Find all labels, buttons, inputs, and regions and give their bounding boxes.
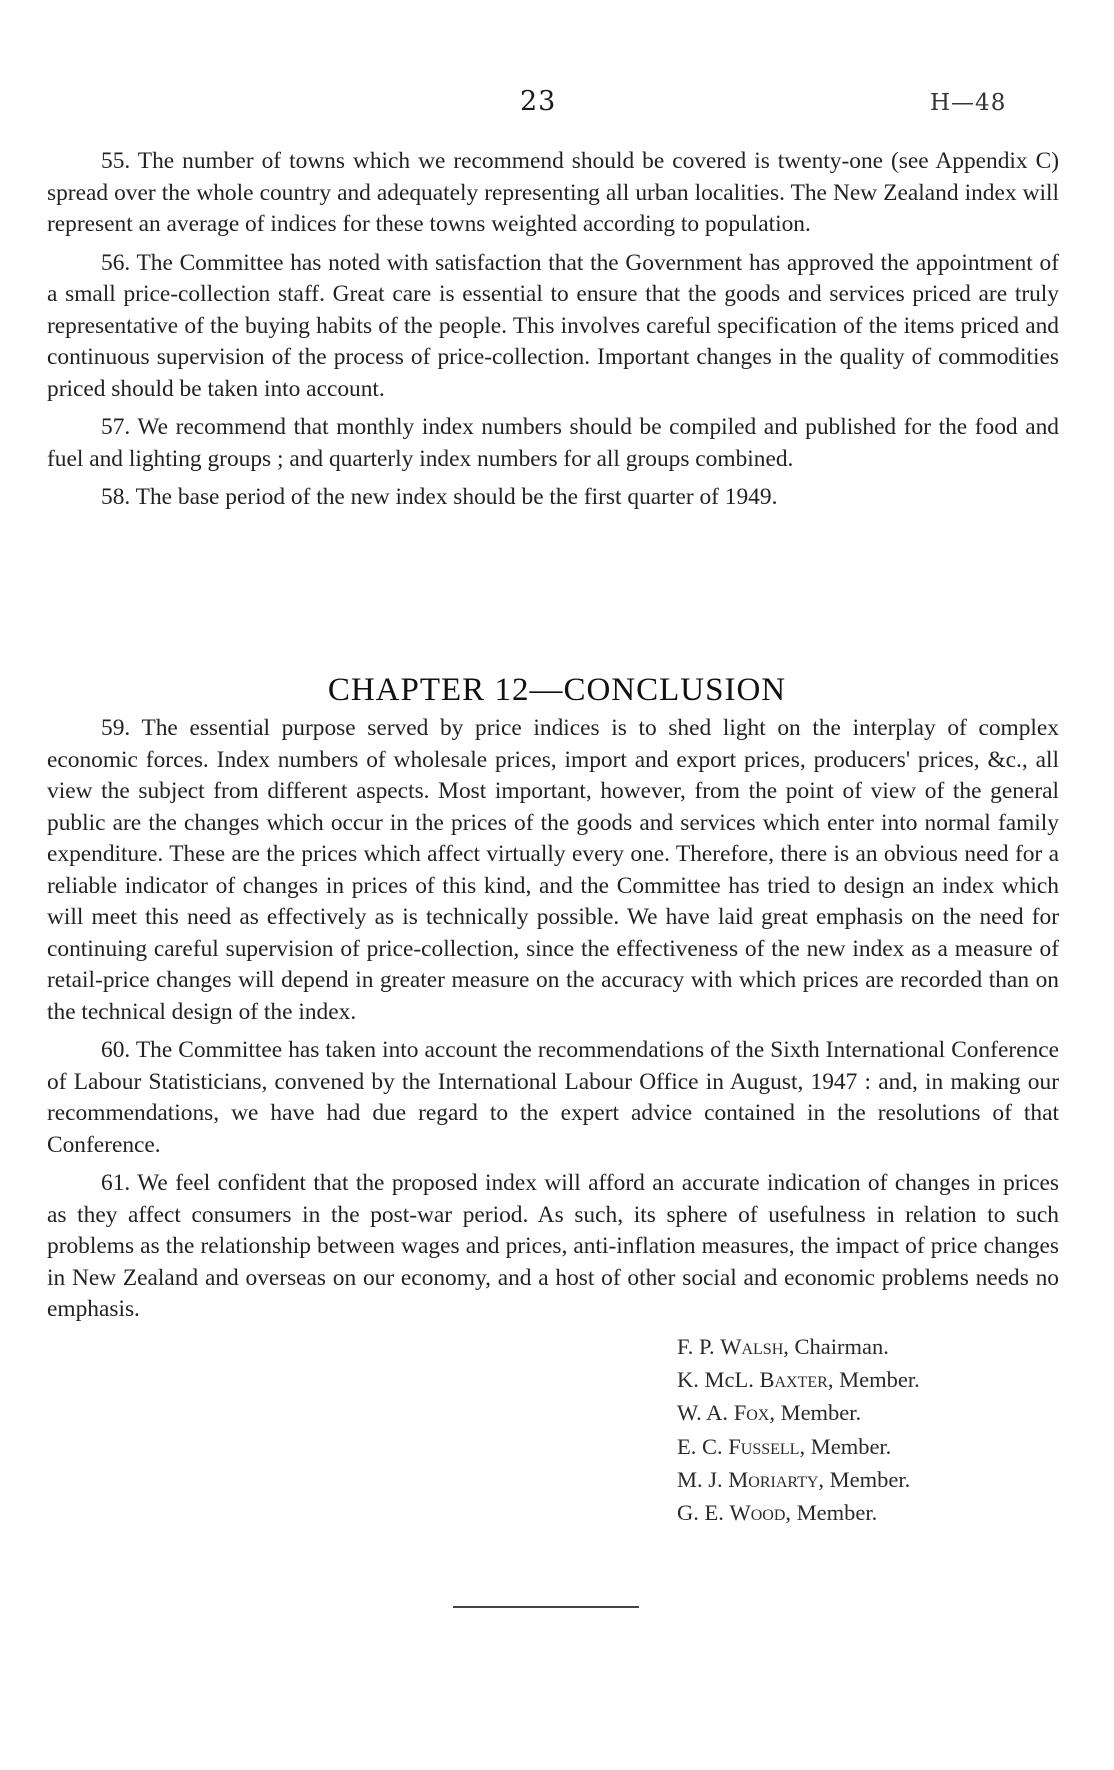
signature-role: Member. <box>839 1367 920 1393</box>
paragraph-61: 61. We feel confident that the proposed index will afford an accurate indication of changes in prices as they affect consumers in the post-war period. As such, its sphere of usefulness in relation to such problems as the relationship between wages and prices, anti-inflation measures, the impact of price changes in New Zealand and overseas on our economy, and a host of other social and economic problems needs no emphasis. <box>47 1170 1059 1322</box>
signature-role: Member. <box>829 1466 911 1492</box>
paragraph-57: 57. We recommend that monthly index numbers should be compiled and published for the food and fuel and lighting groups ; and quarterly index numbers for all groups combined. <box>47 414 1059 472</box>
paragraph-55: 55. The number of towns which we recommend should be covered is twenty-one (see Appendix C) spread over the whole country and adequately representing all urban localities. The New Zealand index will represent an average of indices for these towns weighted according to population. <box>47 148 1059 237</box>
signature-surname: Baxter <box>759 1367 828 1393</box>
page-header <box>0 86 1114 126</box>
signature-line: F. P. Walsh, Chairman. <box>677 1334 889 1359</box>
signature-surname: Moriarty <box>728 1466 819 1492</box>
page-number: 23 <box>520 86 557 117</box>
signature-role: Member. <box>810 1433 892 1459</box>
signature-line: E. C. Fussell, Member. <box>677 1433 892 1459</box>
signature-line: G. E. Wood, Member. <box>677 1500 878 1526</box>
signature-initials: M. J. <box>677 1466 723 1492</box>
paragraph-58: 58. The base period of the new index should be the first quarter of 1949. <box>101 484 778 510</box>
signature-surname: Fox <box>733 1400 770 1426</box>
signature-line: K. McL. Baxter, Member. <box>677 1367 920 1393</box>
recommendations-section <box>47 146 1059 521</box>
signature-initials: K. McL. <box>677 1367 754 1393</box>
signature-initials: W. A. <box>677 1400 729 1426</box>
closing-rule <box>453 1606 639 1608</box>
document-reference: H—48 <box>930 90 1007 116</box>
paragraph-59: 59. The essential purpose served by price indices is to shed light on the interplay of complex economic forces. Index numbers of wholesale prices, import and export prices, producers' prices, &c., all view the subject from different aspects. Most important, however, from the point of view of the general public are the changes which occur in the prices of the goods and services which enter into normal family expenditure. These are the prices which affect virtually every one. Therefore, there is an obvious need for a reliable indicator of changes in prices of this kind, and the Committee has tried to design an index which will meet this need as effectively as is technically possible. We have laid great emphasis on the need for continuing careful supervision of price-collection, since the effectiveness of the new index as a measure of retail-price changes will depend in greater measure on the accuracy with which prices are recorded than on the technical design of the index. <box>47 715 1059 1025</box>
paragraph-56: 56. The Committee has noted with satisfaction that the Government has approved the appointment of a small price-collection staff. Great care is essential to ensure that the goods and services priced are truly representative of the buying habits of the people. This involves careful specification of the items priced and continuous supervision of the process of price-collection. Important changes in the quality of commodities priced should be taken into account. <box>47 249 1059 402</box>
signature-surname: Fussell <box>728 1433 800 1459</box>
paragraph-60: 60. The Committee has taken into account the recommendations of the Sixth International Conference of Labour Statisticians, convened by the International Labour Office in August, 1947 : and, in making our recommendations, we have had due regard to the expert advice contained in the resolutions of that Conference. <box>47 1037 1059 1158</box>
chapter-heading: CHAPTER 12—CONCLUSION <box>327 672 787 708</box>
signature-surname: Wood <box>729 1500 786 1526</box>
signatures-block <box>677 1330 1057 1529</box>
signature-role: Chairman. <box>794 1334 889 1359</box>
signature-line: W. A. Fox, Member. <box>677 1400 862 1426</box>
signature-role: Member. <box>796 1500 878 1526</box>
signature-initials: F. P. <box>677 1334 715 1359</box>
signature-surname: Walsh <box>720 1334 784 1359</box>
signature-role: Member. <box>780 1400 862 1426</box>
signature-line: M. J. Moriarty, Member. <box>677 1466 911 1492</box>
signature-initials: G. E. <box>677 1500 724 1526</box>
signature-initials: E. C. <box>677 1433 723 1459</box>
conclusion-section <box>47 713 1059 1333</box>
